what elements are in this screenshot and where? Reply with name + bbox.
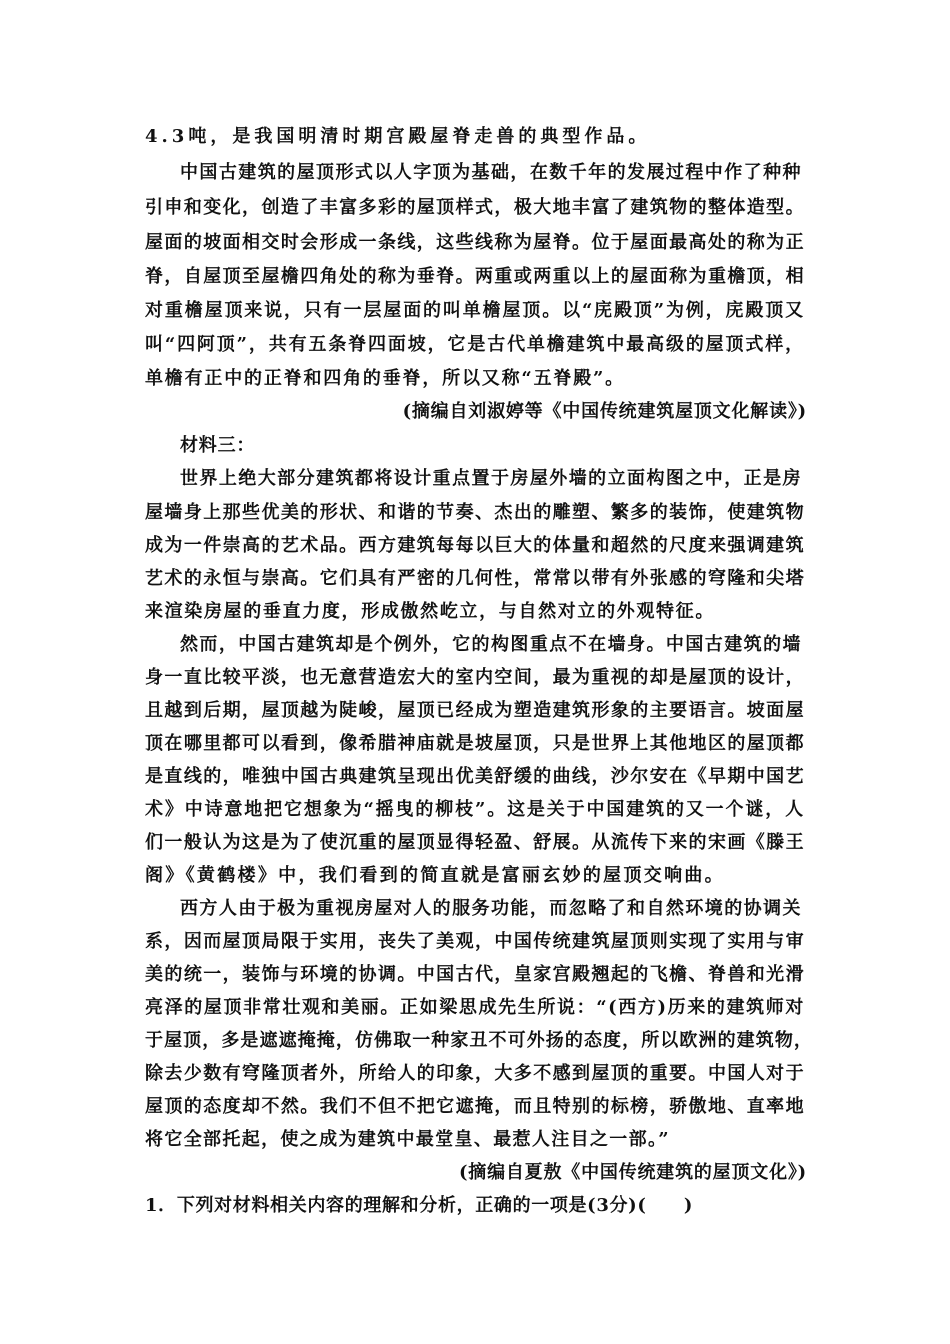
text-line: 美的统一，装饰与环境的协调。中国古代，皇家宫殿翘起的飞檐、脊兽和光滑 (145, 964, 805, 985)
paragraph-start: 然而，中国古建筑却是个例外，它的构图重点不在墙身。中国古建筑的墙 (180, 634, 802, 655)
text-line: 来渲染房屋的垂直力度，形成傲然屹立，与自然对立的外观特征。 (145, 601, 715, 622)
paragraph-start: 西方人由于极为重视房屋对人的服务功能，而忽略了和自然环境的协调关 (180, 898, 802, 919)
text-line: 系，因而屋顶局限于实用，丧失了美观，中国传统建筑屋顶则实现了实用与审 (145, 931, 805, 952)
text-line: 顶在哪里都可以看到，像希腊神庙就是坡屋顶，只是世界上其他地区的屋顶都 (145, 733, 805, 754)
text-line: 引申和变化，创造了丰富多彩的屋顶样式，极大地丰富了建筑物的整体造型。 (145, 197, 805, 218)
source-citation: (摘编自刘淑婷等《中国传统建筑屋顶文化解读》) (402, 401, 807, 422)
text-line: 们一般认为这是为了使沉重的屋顶显得轻盈、舒展。从流传下来的宋画《滕王 (145, 832, 805, 853)
text-line: 叫“四阿顶”，共有五条脊四面坡，它是古代单檐建筑中最高级的屋顶式样， (145, 334, 805, 355)
text-line: 屋面的坡面相交时会形成一条线，这些线称为屋脊。位于屋面最高处的称为正 (145, 232, 805, 253)
text-line: 艺术的永恒与崇高。它们具有严密的几何性，常常以带有外张感的穹隆和尖塔 (145, 568, 805, 589)
text-line: 身一直比较平淡，也无意营造宏大的室内空间，最为重视的却是屋顶的设计， (145, 667, 805, 688)
text-line: 亮泽的屋顶非常壮观和美丽。正如梁思成先生所说：“(西方)历来的建筑师对 (145, 997, 805, 1018)
question-1: 1．下列对材料相关内容的理解和分析，正确的一项是(3分)( ) (145, 1195, 693, 1216)
text-line: 屋墙身上那些优美的形状、和谐的节奏、杰出的雕塑、繁多的装饰，使建筑物 (145, 502, 805, 523)
text-line: 于屋顶，多是遮遮掩掩，仿佛取一种家丑不可外扬的态度，所以欧洲的建筑物， (145, 1030, 813, 1051)
text-line: 术》中诗意地把它想象为“摇曳的柳枝”。这是关于中国建筑的又一个谜，人 (145, 799, 805, 820)
text-line: 且越到后期，屋顶越为陡峻，屋顶已经成为塑造建筑形象的主要语言。坡面屋 (145, 700, 805, 721)
text-line: 对重檐屋顶来说，只有一层屋面的叫单檐屋顶。以“庑殿顶”为例，庑殿顶又 (145, 300, 805, 321)
text-line: 4.3吨，是我国明清时期宫殿屋脊走兽的典型作品。 (145, 126, 651, 147)
text-line: 单檐有正中的正脊和四角的垂脊，所以又称“五脊殿”。 (145, 368, 625, 389)
paragraph-start: 中国古建筑的屋顶形式以人字顶为基础，在数千年的发展过程中作了种种 (180, 162, 802, 183)
text-line: 成为一件崇高的艺术品。西方建筑每每以巨大的体量和超然的尺度来强调建筑 (145, 535, 805, 556)
text-line: 除去少数有穹隆顶者外，所给人的印象，大多不感到屋顶的重要。中国人对于 (145, 1063, 805, 1084)
text-line: 将它全部托起，使之成为建筑中最堂皇、最惹人注目之一部。” (145, 1129, 670, 1150)
text-line: 阁》《黄鹤楼》中，我们看到的简直就是富丽玄妙的屋顶交响曲。 (145, 865, 725, 886)
text-line: 是直线的，唯独中国古典建筑呈现出优美舒缓的曲线，沙尔安在《早期中国艺 (145, 766, 805, 787)
source-citation: (摘编自夏敖《中国传统建筑的屋顶文化》) (458, 1162, 807, 1183)
section-heading: 材料三： (180, 435, 256, 456)
text-line: 脊，自屋顶至屋檐四角处的称为垂脊。两重或两重以上的屋面称为重檐顶，相 (145, 266, 805, 287)
text-line: 屋顶的态度却不然。我们不但不把它遮掩，而且特别的标榜，骄傲地、直率地 (145, 1096, 805, 1117)
paragraph-start: 世界上绝大部分建筑都将设计重点置于房屋外墙的立面构图之中，正是房 (180, 468, 802, 489)
